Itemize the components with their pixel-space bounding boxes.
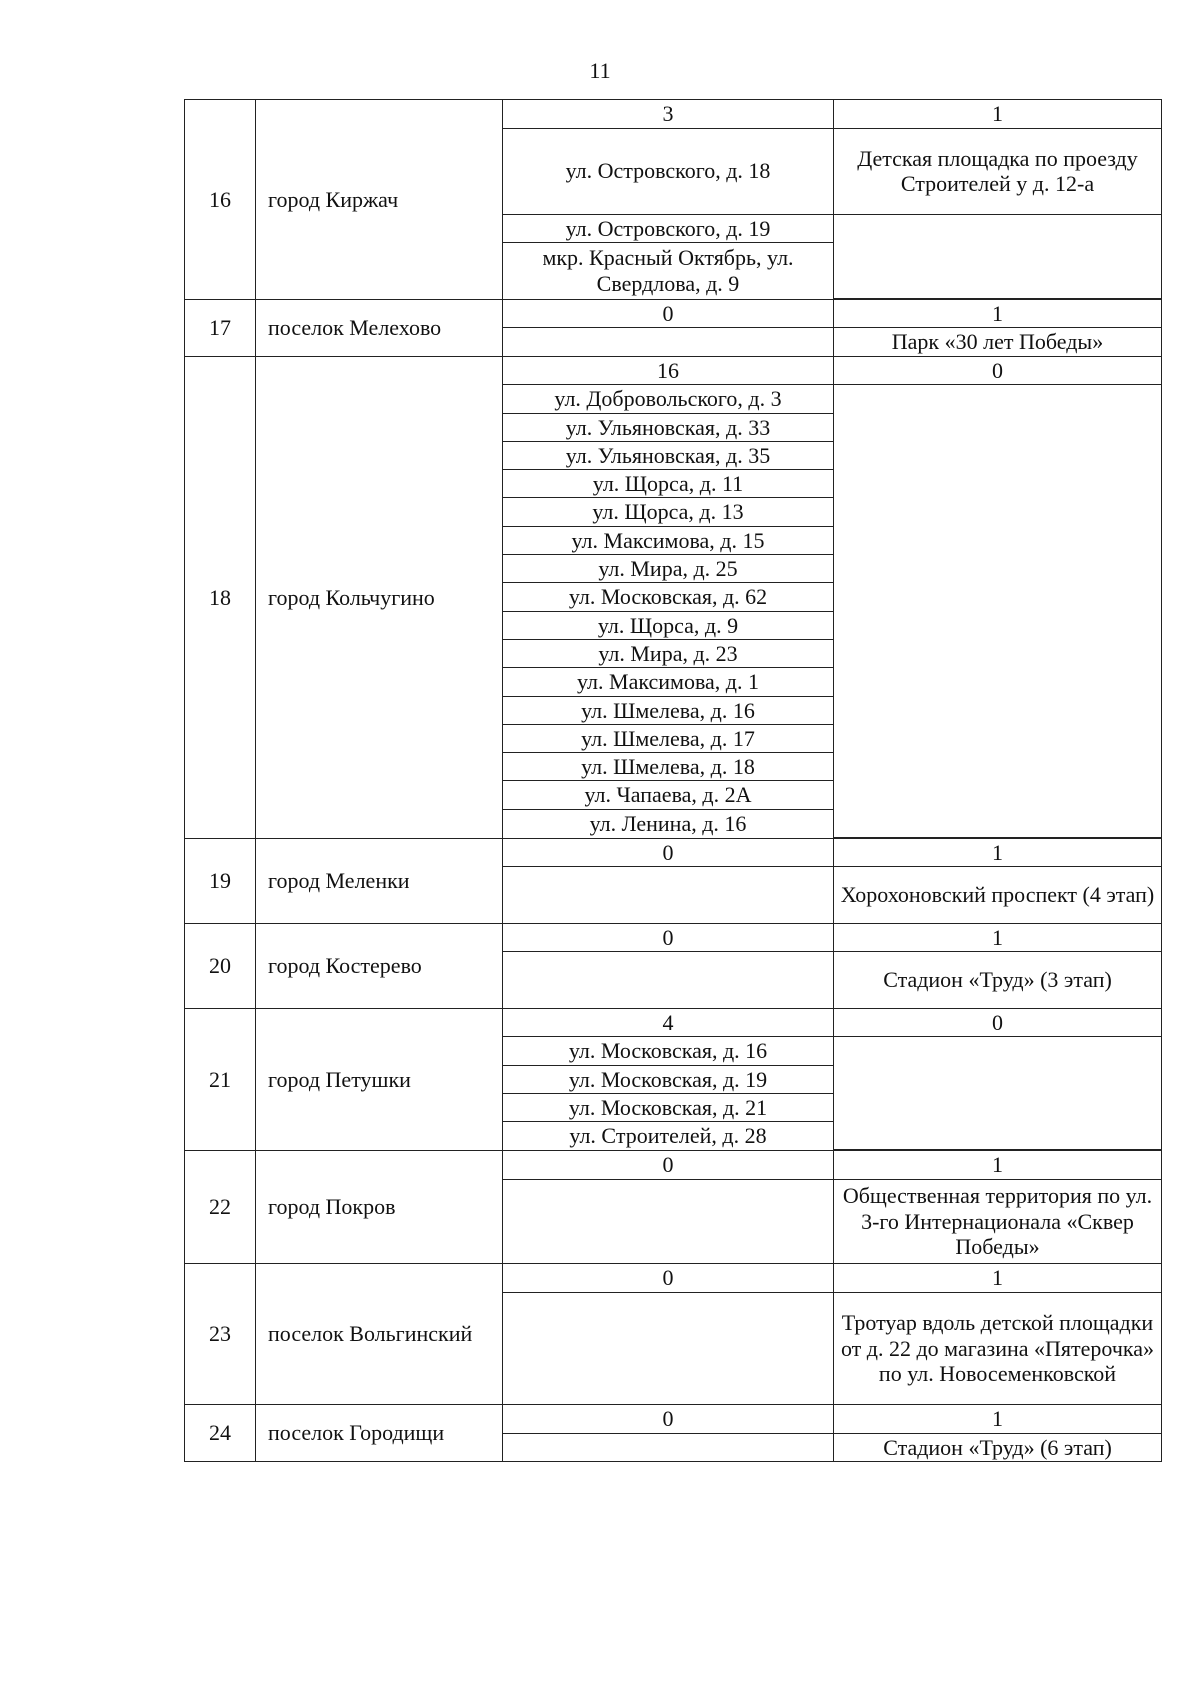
public-area-item: Парк «30 лет Победы» <box>891 329 1104 355</box>
public-area-count: 0 <box>834 1009 1162 1037</box>
public-area-item: Общественная территория по ул. 3-го Интернационала «Сквер Победы» <box>842 1183 1153 1260</box>
municipality-name: город Киржач <box>256 100 503 300</box>
courtyard-address: ул. Щорса, д. 13 <box>503 498 834 526</box>
row-number: 20 <box>185 923 256 1008</box>
courtyard-count: 0 <box>503 924 834 952</box>
courtyard-address: ул. Шмелева, д. 17 <box>503 724 834 752</box>
public-area-item: Хорохоновский проспект (4 этап) <box>840 882 1155 908</box>
table-row <box>185 1151 1162 1264</box>
public-area-count: 1 <box>834 100 1162 128</box>
row-number: 19 <box>185 838 256 923</box>
row-number: 24 <box>185 1405 256 1462</box>
courtyard-count: 4 <box>503 1009 834 1037</box>
table-row <box>185 299 1162 356</box>
public-area-count: 1 <box>834 924 1162 952</box>
courtyard-address: ул. Шмелева, д. 18 <box>503 753 834 781</box>
table-row <box>185 356 1162 838</box>
public-area-item: Стадион «Труд» (6 этап) <box>883 1434 1112 1460</box>
municipality-name: поселок Вольгинский <box>256 1264 503 1405</box>
municipality-name: поселок Мелехово <box>256 299 503 356</box>
courtyard-address: ул. Добровольского, д. 3 <box>503 385 834 413</box>
municipality-name: город Кольчугино <box>256 356 503 838</box>
courtyard-address: ул. Московская, д. 16 <box>503 1037 834 1065</box>
courtyard-address: ул. Московская, д. 19 <box>503 1065 834 1093</box>
courtyard-address: ул. Московская, д. 62 <box>503 583 834 611</box>
table-row <box>185 838 1162 923</box>
row-number: 18 <box>185 356 256 838</box>
municipality-name: город Петушки <box>256 1008 503 1150</box>
courtyard-address: ул. Максимова, д. 1 <box>503 668 834 696</box>
municipality-name: город Покров <box>256 1151 503 1264</box>
table-row <box>185 1264 1162 1405</box>
courtyard-count: 3 <box>503 100 834 128</box>
public-area-count: 1 <box>834 1264 1162 1292</box>
public-area-count: 1 <box>834 300 1162 328</box>
courtyard-address: ул. Мира, д. 23 <box>503 639 834 667</box>
courtyard-address: ул. Чапаева, д. 2А <box>503 781 834 809</box>
row-number: 23 <box>185 1264 256 1405</box>
courtyard-address: ул. Щорса, д. 9 <box>503 611 834 639</box>
public-area-item: Стадион «Труд» (3 этап) <box>883 967 1112 993</box>
courtyard-count: 16 <box>503 357 834 385</box>
public-area-item: Детская площадка по проезду Строителей у д. 12-а <box>834 128 1162 214</box>
courtyard-address: ул. Островского, д. 19 <box>503 214 834 242</box>
courtyard-address: ул. Строителей, д. 28 <box>503 1122 834 1150</box>
courtyard-address: ул. Ленина, д. 16 <box>503 809 834 837</box>
courtyard-address: ул. Мира, д. 25 <box>503 555 834 583</box>
table-row <box>185 1405 1162 1462</box>
courtyard-address: ул. Шмелева, д. 16 <box>503 696 834 724</box>
public-area-count: 1 <box>834 1151 1162 1179</box>
territories-table <box>184 99 1162 1462</box>
table-row <box>185 1008 1162 1150</box>
courtyard-address: ул. Максимова, д. 15 <box>503 526 834 554</box>
courtyard-address: мкр. Красный Октябрь, ул. Свердлова, д. 9 <box>503 242 834 298</box>
row-number: 22 <box>185 1151 256 1264</box>
row-number: 16 <box>185 100 256 300</box>
courtyard-count: 0 <box>503 1151 834 1179</box>
row-number: 17 <box>185 299 256 356</box>
page-number: 11 <box>589 58 611 83</box>
public-area-count: 1 <box>834 839 1162 867</box>
courtyard-count: 0 <box>503 839 834 867</box>
public-area-item: Тротуар вдоль детской площадки от д. 22 до магазина «Пятерочка» по ул. Новосеменковской <box>840 1310 1155 1387</box>
public-area-count: 0 <box>834 357 1162 385</box>
municipality-name: город Меленки <box>256 838 503 923</box>
municipality-name: город Костерево <box>256 923 503 1008</box>
courtyard-address: ул. Щорса, д. 11 <box>503 470 834 498</box>
courtyard-count: 0 <box>503 300 834 328</box>
courtyard-count: 0 <box>503 1264 834 1292</box>
municipality-name: поселок Городищи <box>256 1405 503 1462</box>
courtyard-address: ул. Островского, д. 18 <box>503 128 834 214</box>
courtyard-address: ул. Московская, д. 21 <box>503 1093 834 1121</box>
table-row <box>185 923 1162 1008</box>
courtyard-address: ул. Ульяновская, д. 35 <box>503 441 834 469</box>
row-number: 21 <box>185 1008 256 1150</box>
courtyard-address: ул. Ульяновская, д. 33 <box>503 413 834 441</box>
courtyard-count: 0 <box>503 1405 834 1433</box>
public-area-count: 1 <box>834 1405 1162 1433</box>
table-row <box>185 100 1162 300</box>
